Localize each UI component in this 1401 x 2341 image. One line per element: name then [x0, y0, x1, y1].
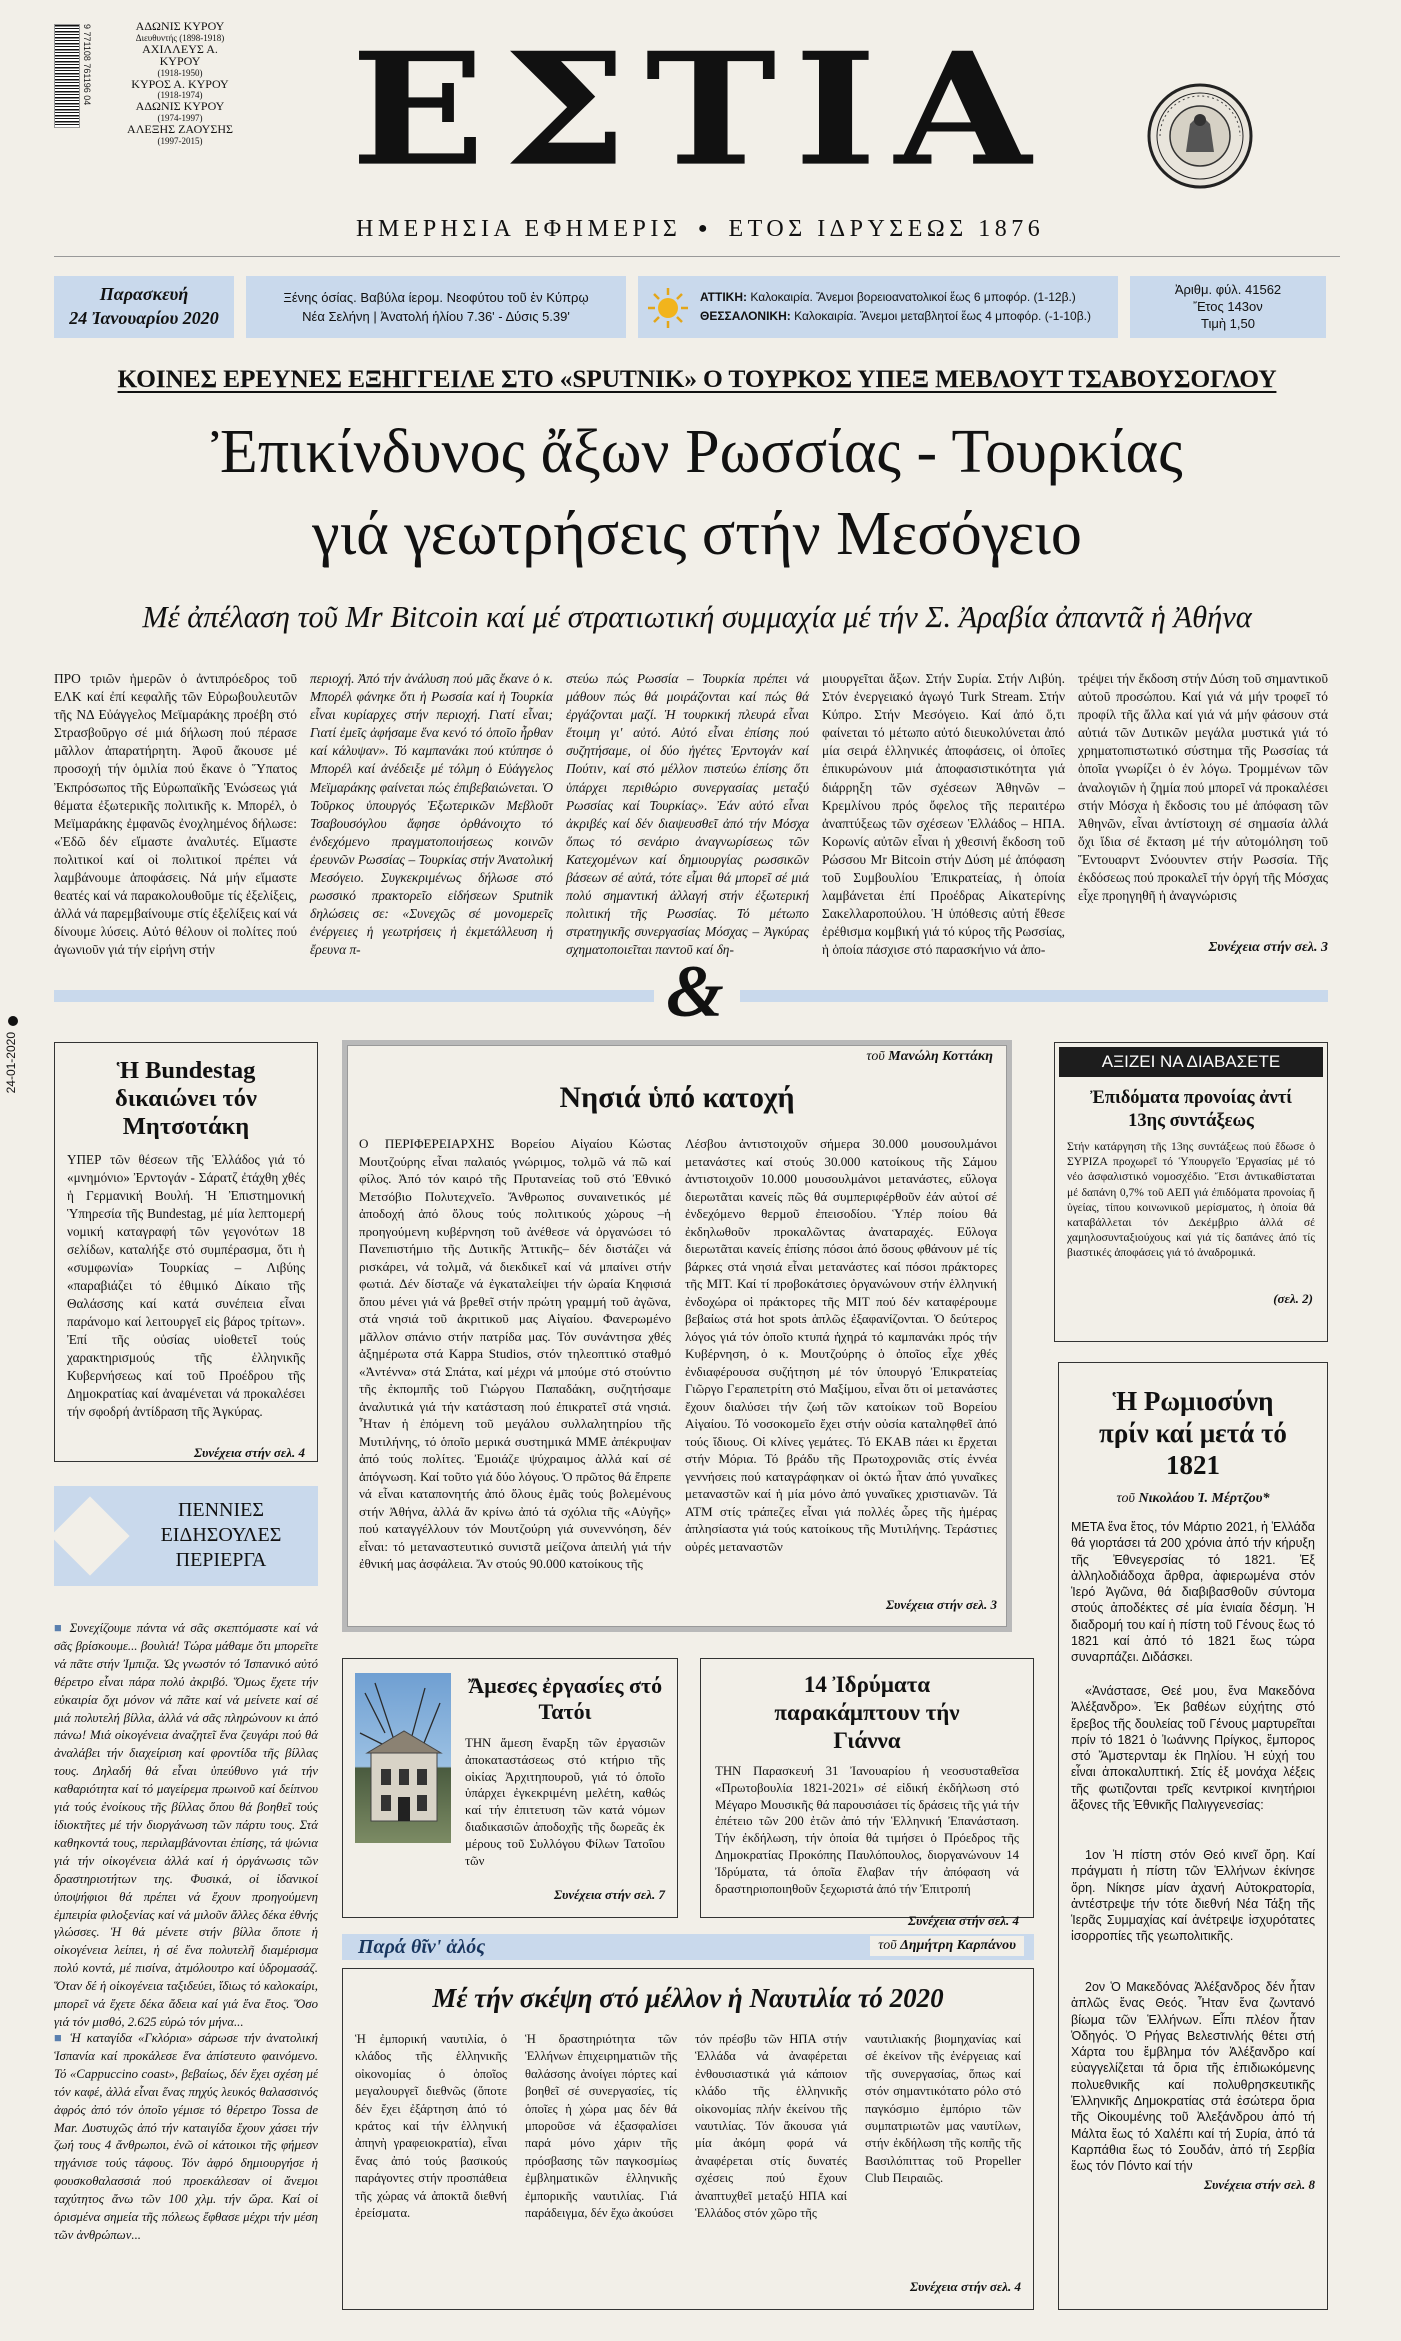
- naftilia-column-1: Ἡ ἐμπορική ναυτιλία, ὁ κλάδος τῆς ἑλληνικῆς οἰκονομίας ὁ ὁποῖος μεγαλουργεῖ διεθνῶς (ὅποτε δέν ἔχει ἐξάρτηση ἀπό τό κράτος καί τήν ἑλληνική ἀπηνὴ γραφειοκρατία), εἶναι ἕνας ἀπό τούς βασικούς παράγοντες στήν προσπάθεια τῆς χώρας νά ἀποκτᾶ διεθνή ἐρείσματα.: [355, 2032, 507, 2221]
- byline-prefix: τοῦ: [878, 1938, 897, 1953]
- iannis-headline: 14 Ἰδρύματα παρακάμπτουν τήν Γιάννα: [774, 1672, 960, 1753]
- tatoi-body: ΤΗΝ ἄμεση ἔναρξη τῶν ἐργασιῶν ἀποκαταστάσεως στό κτήριο τῆς οἰκίας Ἀρχιτηπουροῦ, γιά τό ὁποῖο ὑπάρχει ἐγκεκριμένη μελέτη, καθώς καί τήν ἐπιτετυση τῶν κατά νόμων διαδικασιῶν ἀποδοχῆς τῆς δωρεᾶς ἐκ μέρους τοῦ Συλλόγου Φίλων Τατοΐου τῶν: [465, 1736, 665, 1868]
- islands-byline: [860, 1049, 999, 1065]
- romiosyni-para-3: 1ον Ἡ πίστη στόν Θεό κινεῖ ὄρη. Καί πράγματι ἡ πίστη τῶν Ἑλλήνων ἐκίνησε ὄρη. Νίκησε μίαν ἀχανή Αὐτοκρατορία, ἀντέστρεψε τήν τότε διεθνή Νέα Τάξη τῆς Ἱερᾶς Συμμαχίας καί ἀνέτρεψε ἰσχυρότατες ἰσορροπίες τῆς γεωπολιτικῆς.: [1071, 1848, 1315, 1944]
- editor-role: (1997-2015): [157, 135, 203, 146]
- pennies-bullet-icon: ■: [54, 1621, 65, 1635]
- weather-attica: [700, 288, 1118, 307]
- pennies-item-2-text: Ἡ καταγίδα «Γκλόρια» σάρωσε τήν ἀνατολική Ἱσπανία καί προκάλεσε ἕνα ἀπίστευτο φαινόμενο. Τό «Cappuccino coast», βεβαίως, δέν ἔχει σχέση μέ τόν καφέ, ἀλλά εἶναι ἕνας πηχύς λευκός θαλασσινός ἀφρός ἀπό τόν ὁποῖο γέμισε τό θέρετρο Tossa de Mar. Δυστυχῶς ἀπό τήν καταιγίδα ἔχουν χάσει τήν ζωή τους 4 ἄνθρωποι, ἐνῶ οἱ κάτοικοι τῆς φήμεσν τηγάνισε τούς τάφους. Τόν ἀφρό δημιουργήσε ἡ φουσκοθαλασσιά πού προεκάλεσαν οἱ ἄνεμοι ταχύτητος ἄνω τῶν 100 χλμ. τήν ὥρα. Καί οἱ ὁρισμένα σημεία τῆς πόλεως ἔφθασε μέχρι τήν μέση τῶν ἀνθρώπων...: [54, 2031, 318, 2242]
- lead-column-4: μιουργεῖται ἄξων. Στήν Συρία. Στήν Λιβύη. Στόν ἐνεργειακό ἀγωγό Turk Stream. Στήν Κύπρο. Στήν Μεσόγειο. Καί ἀπό ὅ,τι φαίνεται τό μέτωπο αὐτό διευκολύνεται ἀπό μία σειρά ἑλληνικές ἀποφάσεις, οἱ ὁποῖες ἐπικυρώνουν μιά ἀποφασιστικότητα γιά διάρρηξη τῶν σχέσεων Ἀθηνῶν – Κρεμλίνου πρός ὄφελος τῆς περαιτέρω ἀναπτύξεως τῶν σχέσεων Ἑλλάδος – ΗΠΑ. Κορωνίς αὐτῶν εἶναι ἡ χθεσινή ἔκδοση τοῦ Ρώσσου Mr Bitcoin στήν Δύση μέ ἀπόφαση τοῦ Συμβουλίου Ἐπικρατείας, ἡ ὁποία λαμβάνεται ἐπί Προέδρας Αἰκατερίνης Σακελλαροπούλου. Ἡ ὑπόθεσις αὐτή ἔθεσε ἐρέθισμα κομβική γιά τό κύρος τῆς Ρωσσίας, ἡ ὁποία πάσχισε στό παρασκήνιο νά ἀπο-: [822, 671, 1065, 958]
- romiosyni-continue-link[interactable]: Συνέχεια στήν σελ. 8: [1204, 2177, 1315, 2192]
- iannis-body: ΤΗΝ Παρασκευή 31 Ἰανουαρίου ἡ νεοσυσταθεῖσα «Πρωτοβουλία 1821-2021» σέ εἰδική ἐκδήλωση στό Μέγαρο Μουσικῆς θά παρουσιάσει τίς δράσεις τῆς γιά τήν ἐπέτειο τῶν 200 ἐτῶν ἀπό τήν Ἑλληνική Ἐπανάσταση. Τήν ἐκδήλωση, τήν ὁποία θά τιμήσει ὁ Πρόεδρος τῆς Δημοκρατίας Προκόπης Παυλόπουλος, διοργανώνουν 14 Ἰδρύματα, τά ὁποῖα ἔλαβαν τήν ἀπόφαση νά δραστηριοποιηθοῦν ξεχωριστά ἀπό τήν Ἐπιτροπή: [715, 1764, 1019, 1896]
- section-divider-left: [54, 990, 654, 1002]
- naftilia-headline: Μέ τήν σκέψη στό μέλλον ἡ Ναυτιλία τό 2020: [432, 1983, 944, 2013]
- islands-column-2: Λέσβου ἀντιστοιχοῦν σήμερα 30.000 μουσουλμάνοι μετανάστες καί στούς 30.000 κατοίκους τῆς Σάμου ἀντιστοιχοῦν 10.000 μουσουλμάνοι μετανάστες, εὔλογα διερωτᾶται κανείς πῶς θά συμπεριφέρθοῦν ἐάν αὐτοί σέ ἐνδεχόμενο θερμοῦ ἐπεισοδίου. Ὑπέρ ποίου θά ἐκδηλωθοῦν προκαλῶντας ἀναταραχές. Εὔλογα διερωτᾶται κανείς ἐπίσης πόσοι ἀπό ὅσους φθάνουν μέ τίς βάρκες στά νησιά εἶναι μετανάστες καί πόσοι πράκτορες τῆς ΜΙΤ. Καί τί προβοκάτσιες ὀργανώνουν στήν ἑλληνική ἐνδοχώρα οἱ πράκτορες τῆς ΜΙΤ πού δέν καταφέρουμε βεβαίως στά hot spots ἁπλῶς ἐξαφανίζονται. Ὁ δεύτερος λόγος γιά τόν ὁποῖο κτυπά ἡχηρά τό καμπανάκι πρός τήν Κυβέρνηση, ὁ κ. Μουτζούρης ὁ ὁποῖος εἶχε χθές ἐνδιαφέρουσα συζήτηση μέ τόν ὑπουργό Ἐπικρατείας Γιῶργο Γεραπετρίτη στό Μαξίμου, εἶναι ὅτι οἱ μετανάστες ἔχουν διαλύσει τήν ζωή τῶν κατοίκων τοῦ Βορείου Αἰγαίου. Τό νοσοκομεῖο ἔχει στήν οὐσία καταληφθεῖ ἀπό τούς ἴδιους. Οἱ κλίνες γεμάτες. Τό ΕΚΑΒ πάει κι ἔρχεται στήν Μόρια. Τό βράδυ τῆς Πρωτοχρονιᾶς στίς ἐννέα γεννήσεις πού καταγράφηκαν οἱ ὀκτώ ἦταν ἀπό γυναῖκες μεταναστῶν καί ἡ μία μόνο ἀπό γυναῖκες χριστιανῶν. Τά ΑΤΜ στίς τράπεζες εἶναι γιά πολλές ὧρες τῆς ἡμέρας ἀπλησίαστα γιά τούς κατοίκους τῆς Μυτιλήνης. Τεράστιες οὐρές μεταναστῶν: [685, 1136, 997, 1554]
- axizei-headline: Ἐπιδόματα προνοίας ἀντί 13ης συντάξεως: [1090, 1088, 1292, 1131]
- iannis-box: [700, 1658, 1034, 1928]
- byline-name: Μανώλη Κοττάκη: [888, 1049, 993, 1064]
- weather-region: ΘΕΣΣΑΛΟΝΙΚΗ:: [700, 309, 791, 323]
- coin-seal-icon: [1146, 82, 1254, 190]
- pennies-item-1-text: Συνεχίζουμε πάντα νά σᾶς σκεπτόμαστε καί νά σᾶς βρίσκουμε... βουλιά! Τώρα μάθαμε ὅτι μπορεῖτε νά πᾶτε στήν Ἰμπιζα. Ὡς γνωστόν τό Ἰσπανικό αὐτό θέρετρο εἶναι πάρα πολύ ἀκριβό. Ὅμως ἔχετε τήν εὐκαιρία ὄχι μόνον νά πᾶτε καί νά μείνετε καί σέ μιά πολυτελή βίλλα, ἀλλά νά σᾶς πληρώνουν κι ἀπό πάνω! Μιά οἰκογένεια ἀναζητεῖ ἕνα ζευγάρι πού θά ἀναλάβει τήν διαχείριση καί φροντίδα τῆς βίλλας τους. Δηλαδή θά εἶναι ὑπεύθυνο γιά τήν καθαριότητα καί τό μαγείρεμα πρωινοῦ καί δείπνου γιά τούς ἐνοίκους τῆς βίλλας ὅπου θά βοηθεῖ τούς ἰδιοκτῆτες μέ τήν διοργάνωση τῶν πάρτυ τους. Στά καθηκοντά τους, περιλαμβάνονται ἐπίσης, τά ψώνια γιά τήν οἰκογένεια ἀλλά καί ἡ ὀργάνωσις τῶν δραστηριοτήτων της. Φυσικά, οἱ ἰδανικοί ὑποψήφιοι θά πρέπει νά ἔχουν προηγούμενη ἐμπειρία φιλοξενίας καί νά μιλοῦν ἄλλες δέκα ἐθνής γλώσσες. Ἡ θά μένετε στήν βίλλα ὅποτε ἡ οἰκογένεια λείπει, ἡ σέ ἕνα πολυτελῆ διαμέρισμα πολύ κοντά, μέ πισίνα, ἀτμόλουτρο καί ὑδρομασάζ. Ὅταν δέ ἡ οἰκογένεια ταξιδεύει, ἴδιως τό καλοκαίρι, μπορεῖ νά ἔχετε δέκα ἄδεια καί γιά ἕνα ἔτος. Ὅσο γιά τόν μισθό, 2.625 εὐρώ τόν μήνα...: [54, 1621, 319, 2029]
- romiosyni-para-4: 2ον Ὁ Μακεδόνας Ἀλέξανδρος δέν ἦταν ἁπλῶς ἕνας Θεός. Ἦταν ἕνα ζωντανό βίωμα τῶν Ἑλλήνων. Εἶπι πλέον ἦταν Ὁδηγός. Ὁ Ρήγας Βελεστινλής θέτει στή Χάρτα του ἔμβλημα τόν Ἀλέξανδρο καί εὐαγγελίζεται τά ὅρια τῆς ἐπιδιωκόμενης πολυεθνικῆς καί πολυθρησκευτικῆς Ἑλληνικῆς Δημοκρατίας στά ἐσώτερα ὅρια τῆς Οἰκουμένης τοῦ Ἀλεξάνδρου ἀπό τή Μάλτα ἕως τό Χαλέπι καί τή Συρία, ἀπό τά Καρπάθια ἕως τό Σουδάν, ἀπό τή Σερβία ἕως τόν Πόντο καί τήν: [1071, 1980, 1315, 2174]
- issue-price: Τιμὴ 1,50: [1201, 316, 1255, 331]
- barcode: [54, 24, 80, 128]
- date-label: 24 Ἰανουαρίου 2020: [69, 308, 219, 328]
- bullet-icon: ●: [697, 220, 712, 237]
- romiosyni-headline: Ἡ Ρωμιοσύνη πρίν καί μετά τό 1821: [1099, 1386, 1287, 1480]
- weather-text: Καλοκαιρία. Ἄνεμοι μεταβλητοί ἕως 4 μποφόρ. (-1-10β.): [794, 309, 1091, 323]
- bundestag-headline: Ἡ Bundestag δικαιώνει τόν Μητσοτάκη: [114, 1057, 257, 1140]
- byline-name: Δημήτρη Καρπάνου: [900, 1938, 1016, 1953]
- lead-column-5: τρέψει τήν ἔκδοση στήν Δύση τοῦ σημαντικοῦ αὐτοῦ προσώπου. Καί γιά νά μήν τροφεῖ τό προφίλ τῆς ἄλλα καί γιά νά μήν φάσουν στά αὐτιά τῶν Δυτικῶν μεγάλα μυστικά γιά τό χρηματοπιστωτικό σύστημα τῆς Ρωσσίας τά ὁποῖα γνωρίζει ὁ ἐν λόγω. Τρομμένων τῶν ἀναλογιῶν ἡ ζημία πού μπορεῖ νά προκαλέσει στήν Μόσχα ἡ ἔκδοσις του μέ ἀπόφαση τῶν Ἀθηνῶν, εἶναι ἀντίστοιχη σέ σημασία ἀλλά ὄχι ἴδια σέ ἔκταση μέ τήν αὐτομόληση τοῦ Ἔντουαρντ Σνόουντεν στήν Ρωσσία. Τῆς ἐκδόσεως πού προκαλεῖ τήν ὀργή τῆς Μόσχας εἶχε προηγηθῆ ἡ ἀναγνώρισις: [1078, 671, 1328, 904]
- pennies-label-2: ΕΙΔΗΣΟΥΛΕΣ: [160, 1524, 282, 1546]
- section-divider-right: [740, 990, 1328, 1002]
- islands-column-1: Ο ΠΕΡΙΦΕΡΕΙΑΡΧΗΣ Βορείου Αἰγαίου Κώστας Μουτζούρης εἶναι παλαιός γνώριμος, τολμῶ νά πῶ καί φίλος. Ἀπό τόν καιρό τῆς Πρυτανείας τοῦ στό Ἐθνικό Μετσόβιο Πολυτεχνεῖο. Ἄνθρωπος συναινετικός μέ ἀποδοχή ἀπό ὅλους τούς πολιτικούς χώρους –ἡ προηγούμενη κυβέρνηση τοῦ ἀνέθεσε νά ὀργανώσει τό Πανεπιστήμιο τῆς Δυτικῆς Ἀττικῆς– δέν διστάζει νά ρισκάρει, νά τολμᾶ, νά διεκδικεῖ καί νά μπαίνει στήν φωτιά. Δέν δίσταζε νά ἐγκαταλείψει τήν ὡραία Κηφισιά ὅπου μένει γιά νά βρεθεῖ στήν πρώτη γραμμή τοῦ ἀγῶνα, στά νησιά τοῦ ἀκριτικοῦ μας Αἰγαίου. Φανερωμένο μᾶλλον σπάνιο στήν πατρίδα μας. Τόν συνάντησα χθές ἀξημέρωτα στά Kappa Studios, στόν τηλεοπτικό σταθμό «Ἀντέννα» στά Σπάτα, καί μέχρι νά μπούμε στό στούντιο τῆς ἐκπομπῆς τοῦ Γιώργου Παπαδάκη, συζητήσαμε ἀναλυτικά γιά τήν κατάσταση πού ἐπικρατεῖ στά νησιά. Ἦταν ἡ ἐπόμενη τοῦ μεγάλου συλλαλητηρίου τῆς Μυτιλήνης, τό ὁποῖο μερικά συστημικά ΜΜΕ ἀπέκρυψαν ἀπό τούς πολίτες. Ἐμοιάζε ψύχραιμος ἀλλά καί σέ ἀπόγνωση. Καί τοῦτο γιά δύο λόγους. Ὁ πρῶτος θά ἔπρεπε νά εἶναι καταπονητής ἀπό ὅλους ἐμᾶς τούς βολεμένους στήν Ἀθήνα, ἀλλά ἄν κρίνω ἀπό τά σχόλια τῆς «Αὐγῆς» πού καταγγέλλουν τόν Μουτζούρη γιά συνεννόηση, δέν εἶναι: τό μεταναστευτικό συνιστᾶ μείζονα ἀπειλή γιά τήν ἐθνική μας ἀσφάλεια. Ἄν στούς 90.000 κατοίκους τῆς: [359, 1136, 671, 1571]
- editor-role: (1974-1997): [157, 112, 203, 123]
- editor-name: ΚΥΡΟΣ Α. ΚΥΡΟΥ: [131, 76, 229, 91]
- pennies-bullet-icon: ■: [54, 2031, 65, 2045]
- weather-region: ΑΤΤΙΚΗ:: [700, 290, 747, 304]
- axizei-body: Στήν κατάργηση τῆς 13ης συντάξεως πού ἔδωσε ὁ ΣΥΡΙΖΑ προχωρεῖ τό Ὑπουργεῖο Ἐργασίας μέ τό νέο ἀσφαλιστικό νομοσχέδιο. Ἔτσι ἀντικαθίσταται μέ δαπάνη 0,7% τοῦ ΑΕΠ γιά ἐπιδόματα προνοίας ἤ ὑγείας, τίπου κοινωνικοῦ μερίσματος, ἡ ὁποία θά καταβάλλεται τόν Δεκέμβριο ἀλλά σέ χαμηλοσυνταξιούχους καί γιά τίς δαπάνες ἀπό τίς βιαστικές ἀποφάσεις γιά τό ἀναδρομικά.: [1067, 1140, 1315, 1260]
- masthead-subtitle: [356, 216, 1045, 243]
- byline-name: Νικολάου Ἰ. Μέρτζου*: [1138, 1491, 1270, 1506]
- pennies-item-2: [54, 2030, 318, 2294]
- editor-name: ΑΧΙΛΛΕΥΣ Α. ΚΥΡΟΥ: [142, 41, 218, 69]
- bundestag-continue-link[interactable]: Συνέχεια στήν σελ. 4: [194, 1445, 305, 1460]
- naftilia-column-4: ναυτιλιακής βιομηχανίας καί σέ ἐκείνον τῆς ἐνέργειας καί τῆς συνεργασίας, ὅπως καί στόν σημαντικότατο ρόλο στό παγκόσμιο ἐμπόριο τῶν συμπατριωτῶν μας ναυτίλων, στήν ἐκδήλωση τῆς κοπῆς τῆς Βασιλόπιττας τοῦ Propeller Club Πειραιῶς.: [865, 2032, 1021, 2186]
- sun-times: Νέα Σελήνη | Ἀνατολή ἡλίου 7.36' - Δύσις 5.39': [302, 309, 570, 324]
- pennies-item-1: [54, 1620, 319, 2029]
- weather-text: Καλοκαιρία. Ἄνεμοι βορειοανατολικοί ἕως 6 μποφόρ. (1-12β.): [750, 290, 1076, 304]
- axizei-box: [1054, 1042, 1328, 1342]
- tatoi-headline: Ἄμεσες ἐργασίες στό Τατόι: [467, 1673, 663, 1724]
- lead-column-2: περιοχή. Ἀπό τήν ἀνάλυση πού μᾶς ἔκανε ὁ κ. Μπορέλ φάνηκε ὅτι ἡ Ρωσσία καί ἡ Τουρκία εἶναι κυρίαρχες στήν περιοχή. Γιατί εἶναι; Γιατί ἐμεῖς ἀφήσαμε ἕνα κενό τό ὁποῖο ἦρθαν καί κάλυψαν». Τό καμπανάκι πού κτύπησε ὁ Μπορέλ καί ἀνέδειξε μέ τόλμη ὁ Εὐάγγελος Μεϊμαράκης φαίνεται πώς ἐπιβεβαιώνεται. Ὁ Τοῦρκος ὑπουργός Ἐξωτερικῶν Μεβλοῦτ Τσαβουσόγλου ἄφησε ὀρθάνοιχτο τό ἐνδεχόμενο πραγματοποιήσεως κοινῶν ἐρευνῶν Ρωσσίας – Τουρκίας στήν Ἀνατολική Μεσόγειο. Συγκεκριμένως δήλωσε στό ρωσσικό πρακτορεῖο εἰδήσεων Sputnik δηλώσεις σε: «Συνεχῶς σέ μονομερεῖς ἐνέργειες ἡ γεωτρήσεις ἡ ἐκμετάλλευση ἡ ἔρευνα π-: [310, 671, 553, 958]
- palace-photo-icon: [355, 1673, 451, 1843]
- saints-box: [246, 276, 626, 338]
- day-label: Παρασκευή: [99, 284, 189, 304]
- editor-role: Διευθυντής (1898-1918): [135, 32, 225, 43]
- lead-subhead: Μέ ἀπέλαση τοῦ Mr Bitcoin καί μέ στρατιωτική συμμαχία μέ τήν Σ. Ἀραβία ἀπαντᾶ ἡ Ἀθήνα: [142, 600, 1252, 634]
- weather-thessaloniki: [700, 307, 1118, 326]
- romiosyni-para-2: «Ἀνάστασε, Θεέ μου, ἕνα Μακεδόνα Ἀλέξανδρο». Ἐκ βαθέων εὐχήτης στό ἔρεβος τῆς δουλείας τοῦ Γένους μαρτυρεῖται πρίν τό 1821 ὁ Ἰωάννης Πρίγκος, ἔμπορος στό Ἄμστερνταμ ἐκ Πηλίου. Ἡ εὐχή του εἶναι ἀποκαλυπτική. Στίς ἐξ μονάχα λέξεις τῆς φωτιζονται τρεῖς κεντρικοί κινητήριοι ἄξονες τῆς Ἐθνικῆς Παλιγγενεσίας:: [1071, 1684, 1315, 1813]
- barcode-digits: 9 771108 761196 04: [82, 24, 92, 106]
- date-box: [54, 276, 234, 338]
- naftilia-section: [342, 1934, 1034, 2310]
- naftilia-box: [342, 1968, 1034, 2310]
- lead-headline-line2: γιά γεωτρήσεις στήν Μεσόγειο: [312, 500, 1082, 568]
- weather-box: [638, 276, 1118, 338]
- sun-icon: [646, 286, 690, 330]
- editors-list: [122, 20, 238, 146]
- margin-dot-icon: [8, 1016, 18, 1026]
- editor-role: (1918-1950): [157, 67, 203, 78]
- iannis-continue-link[interactable]: Συνέχεια στήν σελ. 4: [908, 1913, 1019, 1928]
- islands-headline: Νησιά ὑπό κατοχή: [559, 1081, 795, 1114]
- saints-text: Ξένης όσίας. Βαβύλα ίερομ. Νεοφύτου τοῦ ἐν Κύπρῳ: [283, 290, 589, 305]
- naftilia-column-2: Ἡ δραστηριότητα τῶν Ἑλλήνων ἐπιχειρηματιῶν τῆς θαλάσσης ἀνοίγει πόρτες καί βοηθεῖ σέ συνεργασίες, τίς ὁποῖες ἡ χώρα μας δέν θά μποροῦσε νά ἐξασφαλίσει παρά μόνο χάριν τῆς πρόσβασης τῶν παγκοσμίως ἐμβληματικῶν ἑλληνικῆς ἐμπορικῆς ναυτιλίας. Γιά παράδειγμα, δέν ἔχω ἀκούσει: [525, 2032, 677, 2221]
- ampersand-ornament: &: [666, 951, 724, 1033]
- issue-box: [1130, 276, 1326, 338]
- subtitle-right: ΕΤΟΣ ΙΔΡΥΣΕΩΣ 1876: [728, 216, 1045, 242]
- editor-name: ΑΔΩΝΙΣ ΚΥΡΟΥ: [135, 99, 225, 114]
- islands-continue-link[interactable]: Συνέχεια στήν σελ. 3: [886, 1597, 997, 1612]
- subtitle-left: ΗΜΕΡΗΣΙΑ ΕΦΗΜΕΡΙΣ: [356, 216, 682, 242]
- axizei-continue-link[interactable]: (σελ. 2): [1273, 1291, 1313, 1306]
- byline-prefix: τοῦ: [1116, 1491, 1135, 1506]
- bundestag-box: [54, 1042, 318, 1462]
- lead-continue-link[interactable]: Συνέχεια στήν σελ. 3: [1208, 940, 1328, 955]
- masthead-title: ΕΣΤΙΑ: [350, 18, 1050, 201]
- pennies-header: [54, 1486, 318, 1586]
- naftilia-label: Παρά θῖν' ἁλός: [358, 1936, 486, 1958]
- byline-prefix: τοῦ: [866, 1049, 885, 1064]
- issue-year: Ἔτος 143ον: [1193, 299, 1263, 314]
- naftilia-byline: [870, 1936, 1024, 1956]
- lead-kicker: ΚΟΙΝΕΣ ΕΡΕΥΝΕΣ ΕΞΗΓΓΕΙΛΕ ΣΤΟ «SPUTNIK» Ο ΤΟΥΡΚΟΣ ΥΠΕΞ ΜΕΒΛΟΥΤ ΤΣΑΒΟΥΣΟΓΛΟΥ: [117, 364, 1277, 393]
- editor-role: (1918-1974): [157, 90, 203, 101]
- naftilia-column-3: τόν πρέσβυ τῶν ΗΠΑ στήν Ἑλλάδα νά ἀναφέρεται ἐνθουσιαστικά γιά κάποιον κλάδο τῆς ἑλληνικῆς οἰκονομίας πλήν ἐκείνου τῆς ναυτιλίας. Τόν ἄκουσα γιά μία ἀκόμη φορά νά ἀναφέρεται στίς δυνατές σχέσεις πού ἔχουν ἀναπτυχθεῖ μεταξύ ΗΠΑ καί Ἑλλάδος στόν χῶρο τῆς: [695, 2032, 847, 2221]
- naftilia-continue-link[interactable]: Συνέχεια στήν σελ. 4: [910, 2279, 1021, 2294]
- lead-headline-line1: Ἐπικίνδυνος ἄξων Ρωσσίας - Τουρκίας: [211, 418, 1183, 486]
- romiosyni-para-1: ΜΕΤΑ ἕνα ἔτος, τόν Μάρτιο 2021, ἡ Ἑλλάδα θά γιορτάσει τά 200 χρόνια ἀπό τήν κήρυξη τῆς Ἐθνεγερσίας τό 1821. Ἐξ ἀλληλοδιάδοχα ἄρθρα, ἀφιερωμένα στόν Ἱερό Ἀγῶνα, θά διαβιβασθοῦν σύντομα στούς ἀποδέκτες σέ μία ἑνιαία δέσμη. Ἡ διαδρομή του καί ἡ πίστη τοῦ Γένους ἕως τό 1821 καί ἀπό τό 1821 ἕως τώρα συναρπάζει. Διδάσκει.: [1071, 1520, 1315, 1665]
- axizei-label: ΑΞΙΖΕΙ ΝΑ ΔΙΑΒΑΣΕΤΕ: [1059, 1047, 1323, 1077]
- bundestag-body: ΥΠΕΡ τῶν θέσεων τῆς Ἑλλάδος γιά τό «μνημόνιο» Ἐρντογάν - Σάρατζ ἐτάχθη χθές ἡ Γερμανική Βουλή. Ἡ Ἐπιστημονική Ὑπηρεσία τῆς Bundestag, μέ μία λεπτομερή νομική καταγραφή τῶν γεγονότων 18 σελίδων, καταλήξε στό συμπέρασμα, ὅτι ἡ «συμφωνία» Τουρκίας – Λιβύης «παραβιάζει τό ἐθιμικό Δίκαιο τῆς Θαλάσσης καί κατά συνέπεια εἶναι παράνομο καί λειτουργεῖ εἰς βάρος τρίτων». Ἐπί τῆς οὐσίας υἱοθετεῖ τούς χαρακτηρισμούς τῆς ἑλληνικῆς Κυβερνήσεως καί τοῦ Προέδρου τῆς Δημοκρατίας καί ἀναμένεται νά προκαλέσει τήν σφοδρή ἀντίδραση τῆς Ἀγκύρας.: [67, 1152, 305, 1419]
- issue-number: Ἀριθμ. φύλ. 41562: [1174, 282, 1282, 297]
- pennies-labels: [124, 1498, 318, 1573]
- editor-name: ΑΔΩΝΙΣ ΚΥΡΟΥ: [135, 19, 225, 33]
- romiosyni-byline: [1071, 1491, 1315, 1507]
- romiosyni-box: [1058, 1362, 1328, 2310]
- tatoi-continue-link[interactable]: Συνέχεια στήν σελ. 7: [554, 1887, 665, 1902]
- lead-column-1: ΠΡΟ τριῶν ἡμερῶν ὁ ἀντιπρόεδρος τοῦ ΕΛΚ καί ἐπί κεφαλῆς τῶν Εὐρωβουλευτῶν τῆς ΝΔ Εὐάγγελος Μεϊμαράκης προέβη στό Στρασβοῦργο σέ μιά δήλωση πού πέρασε μᾶλλον ἀπαρατήρητη. Ἀφοῦ ἄκουσε μέ προσοχή τήν ὁμιλία πού ἔκανε ὁ Ὕπατος Ἐκπρόσωπος τῆς Εὐρωπαϊκῆς Ἑνώσεως γιά θέματα ἐξωτερικῆς πολιτικῆς κ. Μπορέλ, ὁ Μεϊμαράκης ἐμφανῶς ἐνοχλημένος δήλωσε: «Ἐδῶ δέν εἴμαστε ἀναλυτές. Εἴμαστε πολιτικοί καί οἱ πολιτικοί πρέπει νά λαμβάνουμε ἀποφάσεις. Νά μήν εἴμαστε θεατές καί νά παρακολουθοῦμε τίς ἐξελίξεις, ἀλλά νά παρεμβαίνουμε στίς ἐξελίξεις καί νά δίνουμε λύσεις. Αὐτό θέλουν οἱ πολίτες πού ἀγωνιοῦν γιά τήν εἰρήνη στήν: [54, 671, 297, 958]
- margin-date: [4, 1016, 24, 1126]
- lead-column-3: στεύω πώς Ρωσσία – Τουρκία πρέπει νά μάθουν πώς θά μοιράζονται καί πώς θά ἐργάζονται μαζί. Ἡ τουρκική πλευρά εἶναι ἕτοιμη γι' αὐτό. Αὐτό εἶναι ἐπίσης πού συζητήσαμε, οἱ δύο ἡγέτες Ἐρντογάν καί Πούτιν, καί στό μέλλον πιστεύω ἐπίσης ὅτι ὑπάρχει περιθώριο συνεργασίας μεταξύ Ρωσσίας καί Τουρκίας». Ἐάν αὐτό εἶναι ἀκριβές καί δέν διαψευσθεῖ ἀπό τήν Μόσχα ὅπως τό σενάριο ἀναγνωρίσεως τῶν Κατεχομένων καί δημιουργίας ρωσσικῶν βάσεων σέ αὐτά, τότε εἶμαι θά μπορεῖ σέ μιά πολύ σημαντική ἀλλαγή στήν ἐξωτερική πολιτική τῆς Ρωσσίας. Τό μέτωπο στρατηγικῆς συνεργασίας Μόσχας – Ἀγκύρας σχηματοποιεῖται παντοῦ καί δη-: [566, 671, 809, 958]
- tatoi-box: [342, 1658, 678, 1918]
- islands-box: [342, 1040, 1012, 1632]
- masthead-rule: [54, 256, 1340, 257]
- margin-date-text: 24-01-2020: [4, 1032, 18, 1094]
- pennies-label-1: ΠΕΝΝΙΕΣ: [177, 1499, 265, 1521]
- editor-name: ΑΛΕΞΗΣ ΖΑΟΥΣΗΣ: [127, 121, 233, 136]
- pennies-label-3: ΠΕΡΙΕΡΓΑ: [175, 1549, 267, 1571]
